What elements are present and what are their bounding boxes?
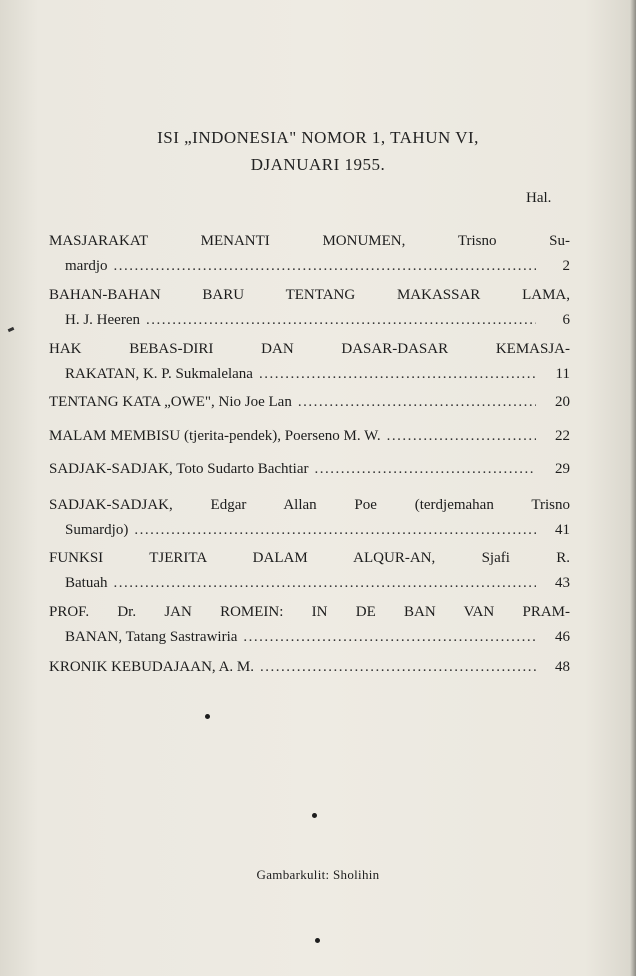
toc-entry-line2: H. J. Heeren xyxy=(65,312,140,328)
toc-entry-page: 29 xyxy=(555,461,570,477)
ornament-dot xyxy=(205,714,210,719)
leader-dots xyxy=(243,625,536,650)
leader-dots xyxy=(315,457,537,482)
toc-entry-page: 41 xyxy=(555,522,570,538)
toc-entry-line1: HAK BEBAS-DIRI DAN DASAR-DASAR KEMASJA- xyxy=(49,341,570,357)
ornament-dot xyxy=(312,813,317,818)
toc-entry-page: 11 xyxy=(555,366,570,382)
toc-entry-page: 48 xyxy=(555,659,570,675)
toc-entry xyxy=(49,546,570,596)
toc-entry xyxy=(49,229,570,279)
toc-entry xyxy=(49,493,570,543)
toc-entry-page: 43 xyxy=(555,575,570,591)
toc-entry-page: 20 xyxy=(555,394,570,410)
leader-dots xyxy=(298,390,536,415)
toc-entry-line1: PROF. Dr. JAN ROMEIN: IN DE BAN VAN PRAM- xyxy=(49,604,570,620)
toc-entry-line2: mardjo xyxy=(65,258,108,274)
toc-entry xyxy=(49,424,570,449)
leader-dots xyxy=(114,571,537,596)
margin-mark xyxy=(8,327,15,332)
toc-entry-page: 6 xyxy=(562,312,570,328)
toc-entry-line1: BAHAN-BAHAN BARU TENTANG MAKASSAR LAMA, xyxy=(49,287,570,303)
toc-entry-page: 22 xyxy=(555,428,570,444)
toc-entry-line2: Sumardjo) xyxy=(65,522,129,538)
leader-dots xyxy=(114,254,537,279)
toc-entry-title: TENTANG KATA „OWE", Nio Joe Lan xyxy=(49,394,292,410)
toc-entry-title: MALAM MEMBISU (tjerita-pendek), Poerseno M. W. xyxy=(49,428,381,444)
toc-entry-line2: RAKATAN, K. P. Sukmalelana xyxy=(65,366,253,382)
toc-entry xyxy=(49,655,570,680)
toc-title-line2: DJANUARI 1955. xyxy=(250,155,386,174)
toc-entry-line1: SADJAK-SADJAK, Edgar Allan Poe (terdjemahan Trisno xyxy=(49,497,570,513)
toc-entry xyxy=(49,600,570,650)
cover-credit: Gambarkulit: Sholihin xyxy=(256,867,380,882)
page-column-label: Hal. xyxy=(526,190,552,206)
toc-title-line1: ISI „INDONESIA" NOMOR 1, TAHUN VI, xyxy=(157,128,479,147)
leader-dots xyxy=(260,655,536,680)
toc-entry-line2: BANAN, Tatang Sastrawiria xyxy=(65,629,238,645)
toc-entry xyxy=(49,337,570,387)
leader-dots xyxy=(259,362,536,387)
toc-entry xyxy=(49,283,570,333)
toc-entry-line2: Batuah xyxy=(65,575,108,591)
toc-entry-title: KRONIK KEBUDAJAAN, A. M. xyxy=(49,659,255,675)
leader-dots xyxy=(146,308,536,333)
toc-entry-line1: MASJARAKAT MENANTI MONUMEN, Trisno Su- xyxy=(49,233,570,249)
leader-dots xyxy=(134,518,536,543)
ornament-dot xyxy=(315,938,320,943)
toc-entry-page: 2 xyxy=(562,258,570,274)
toc-entry-page: 46 xyxy=(555,629,570,645)
toc-entry xyxy=(49,457,570,482)
toc-entry-title: SADJAK-SADJAK, Toto Sudarto Bachtiar xyxy=(49,461,309,477)
leader-dots xyxy=(387,424,536,449)
toc-entry-line1: FUNKSI TJERITA DALAM ALQUR-AN, Sjafi R. xyxy=(49,550,570,566)
toc-entry xyxy=(49,390,570,415)
